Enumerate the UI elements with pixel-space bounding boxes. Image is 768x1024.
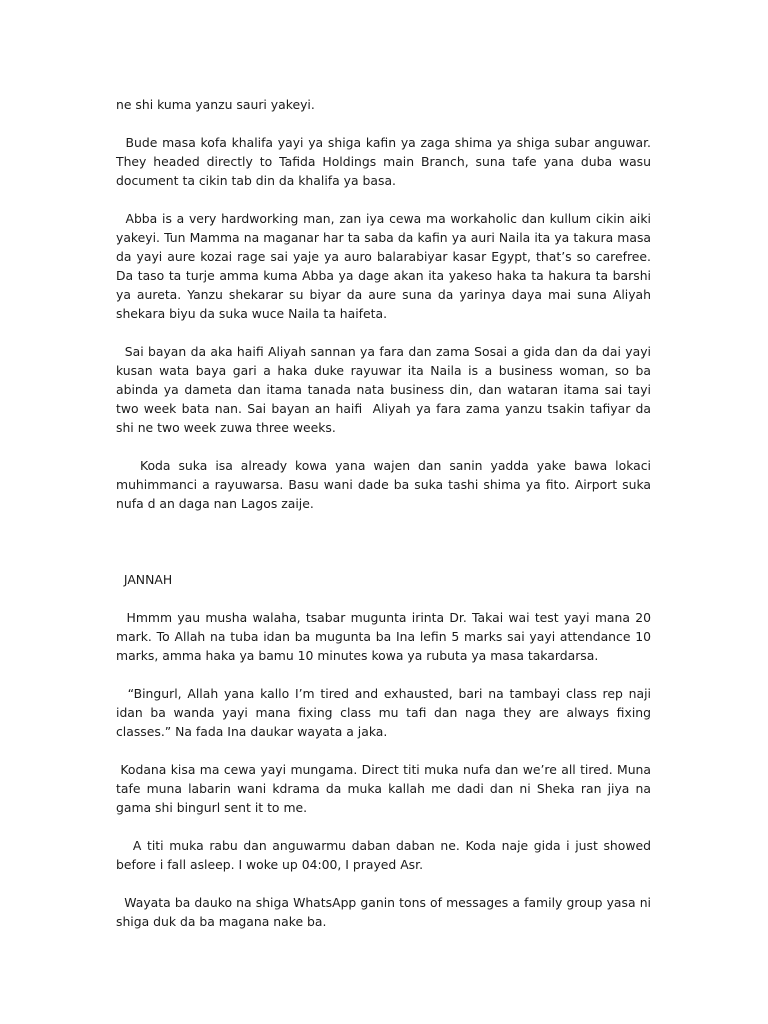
- section-paragraph-1: Hmmm yau musha walaha, tsabar mugunta irinta Dr. Takai wai test yayi mana 20 mark. To Allah na tuba idan ba mugunta ba Ina lefin 5 marks sai yayi attendance 10 marks, amma haka ya bamu 10 minutes kowa ya rubuta ya masa takardarsa.: [116, 610, 655, 663]
- section-heading: JANNAH: [116, 572, 173, 587]
- paragraph-1: ne shi kuma yanzu sauri yakeyi.: [116, 97, 315, 112]
- paragraph-5: Koda suka isa already kowa yana wajen dan sanin yadda yake bawa lokaci muhimmanci a rayuwarsa. Basu wani dade ba suka tashi shima ya fito. Airport suka nufa d an daga nan Lagos zaije.: [116, 458, 655, 511]
- document-body: [116, 95, 655, 950]
- paragraph-3: Abba is a very hardworking man, zan iya cewa ma workaholic dan kullum cikin aiki yakeyi. Tun Mamma na maganar har ta saba da kafin ya auri Naila ita ya takura masa da yayi aure kozai rage sai yaje ya auro balarabiyar kasar Egypt, that’s so carefree. Da taso ta turje amma kuma Abba ya dage akan ita yakeso haka ta hakura ta barshi ya aureta. Yanzu shekarar su biyar da aure suna da yarinya daya mai suna Aliyah shekara biyu da suka wuce Naila ta haifeta.: [116, 211, 655, 321]
- section-paragraph-3: Kodana kisa ma cewa yayi mungama. Direct titi muka nufa dan we’re all tired. Muna tafe muna labarin wani kdrama da muka kallah me dadi dan ni Sheka ran jiya na gama shi bingurl sent it to me.: [116, 762, 655, 815]
- paragraph-2: Bude masa kofa khalifa yayi ya shiga kafin ya zaga shima ya shiga subar anguwar. They headed directly to Tafida Holdings main Branch, suna tafe yana duba wasu document ta cikin tab din da khalifa ya basa.: [116, 135, 655, 188]
- section-paragraph-4: A titi muka rabu dan anguwarmu daban daban ne. Koda naje gida i just showed before i fall asleep. I woke up 04:00, I prayed Asr.: [116, 838, 655, 872]
- paragraph-4: Sai bayan da aka haifi Aliyah sannan ya fara dan zama Sosai a gida dan da dai yayi kusan wata baya gari a haka duke rayuwar ita Naila is a business woman, so ba abinda ya dameta dan itama tanada nata business din, dan wataran itama sai tayi two week bata nan. Sai bayan an haifi Aliyah ya fara zama yanzu tsakin tafiyar da shi ne two week zuwa three weeks.: [116, 344, 655, 435]
- section-paragraph-2: “Bingurl, Allah yana kallo I’m tired and exhausted, bari na tambayi class rep naji idan ba wanda yayi mana fixing class mu tafi dan naga they are always fixing classes.” Na fada Ina daukar wayata a jaka.: [116, 686, 655, 739]
- section-paragraph-5: Wayata ba dauko na shiga WhatsApp ganin tons of messages a family group yasa ni shiga duk da ba magana nake ba.: [116, 895, 655, 929]
